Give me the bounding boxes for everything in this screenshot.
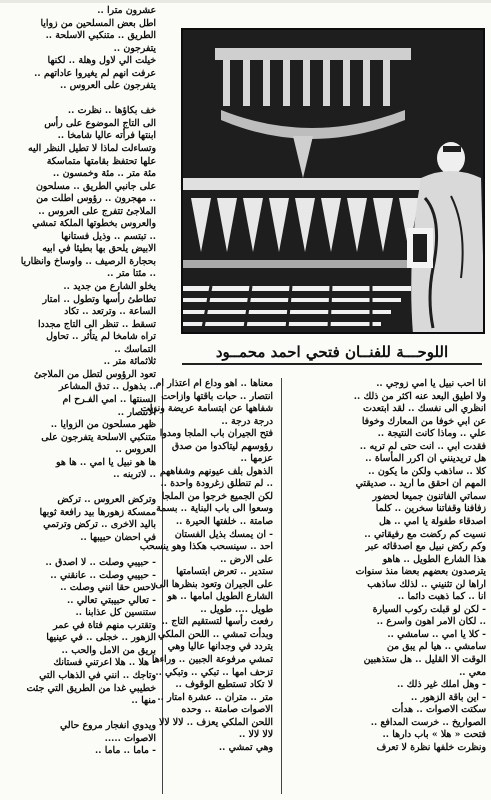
text-line: ها هو نبيل يا امي .. ها هو xyxy=(56,456,156,468)
caption-underline xyxy=(182,363,482,365)
text-line: - ان يمسك بذيل الفستان xyxy=(174,528,273,540)
text-line: عرفت انهم لم يغيروا عاداتهم .. xyxy=(34,67,156,79)
text-line: وهي تمشي .. xyxy=(218,741,273,753)
text-line: متر .. متران .. عشرة امتار .. xyxy=(157,691,273,703)
text-line: - وهل املك غير ذلك .. xyxy=(396,679,486,691)
text-line: منها .. xyxy=(131,695,156,707)
text-line: الزهور .. خجلى .. في عينيها xyxy=(46,632,156,644)
text-line: صامتة .. خلفتها الحيرة .. xyxy=(175,516,273,528)
text-line: هذا الشارع الطويل .. هاهو xyxy=(382,553,486,565)
text-line: يتفرجون على العروس .. xyxy=(59,80,156,92)
text-line: تسقط .. تنظر الى التاج مجددا xyxy=(37,318,156,330)
text-line xyxy=(8,93,156,106)
text-line: - تعالي حبيبتي تعالي .. xyxy=(67,594,156,606)
text-line: الملاجئ تتفرج على العروس .. xyxy=(38,205,156,217)
text-line: خف بكاؤها .. نظرت .. xyxy=(67,105,156,117)
text-line: .. تبتسم .. وذيل فستانها xyxy=(61,230,156,242)
text-line: الذهول بلف عيونهم وشفاههم xyxy=(159,465,273,477)
text-line: ظهر مسلحون من الزوايا .. xyxy=(50,419,156,431)
text-line: ابنتها فرأته عاليا شامخا .. xyxy=(57,130,156,142)
text-line: خطيبي غدا من الطريق التي جئت xyxy=(26,682,156,694)
text-line: طويل .... طويل .. xyxy=(200,603,273,615)
text-line: سامشي .. هيا لم يبق من xyxy=(386,641,486,653)
painting-illustration xyxy=(181,28,485,334)
text-line: معي .. xyxy=(459,666,486,678)
text-line: .. لم تنطلق زغرودة واحدة .. xyxy=(160,478,273,490)
text-line: السنتها .. امي الفـرح ام xyxy=(62,393,156,405)
text-line xyxy=(8,545,156,558)
text-line: المهم ان احقق ما اريد .. صديقتي xyxy=(355,478,486,490)
text-line: يتردد في وجدانها عاليا وهي xyxy=(167,641,273,653)
text-line: سكتت الاصوات .. هدأت xyxy=(391,704,486,716)
text-line: ستنسين كل عذابنا .. xyxy=(75,607,156,619)
text-line: ممسكة زهورها بيد رافعة ثوبها xyxy=(39,506,156,518)
text-line: الساعة .. وترتعد .. تكاد xyxy=(64,306,156,318)
text-line: - اين باقة الزهور .. xyxy=(410,691,486,703)
right-text-column xyxy=(288,378,486,795)
text-line xyxy=(8,708,156,721)
text-line: درجة درجة .. xyxy=(221,415,273,427)
text-line: في احضان حبيبها .. xyxy=(80,531,156,543)
text-line: ونظرت خلفها نظرة لا تعرف xyxy=(376,741,486,753)
text-line: والعروس بخطوتها الملكة تمشي xyxy=(32,218,156,230)
text-line: يخلو الشارع من جديد .. xyxy=(63,281,156,293)
text-line: .. مئتا متر .. xyxy=(107,268,156,280)
text-line: عشرون مترا .. xyxy=(97,5,156,16)
text-line: وتساءلت لماذا لا تطيل النظر اليه xyxy=(27,143,156,155)
text-line: الطريق .. متنكبي الاسلحة .. xyxy=(45,30,156,42)
text-line: تزحف امها .. تبكي .. وتبكي .. xyxy=(155,666,273,678)
text-line: علي .. وماذا كانت النتيجة .. xyxy=(377,428,486,440)
text-line: وبدأت تمشي .. اللحن الملكي xyxy=(157,628,273,640)
text-line: الابيض يلحق بها بطيئا في ابيه xyxy=(42,243,156,255)
text-line: - ماما .. ماما .. xyxy=(94,745,156,757)
text-line: الوقت الا القليل .. هل ستذهبين xyxy=(363,654,486,666)
text-line: هل تريدينني ان اكرر المأساة .. xyxy=(365,453,486,465)
text-line: ستدير .. تعرض ابتسامتها xyxy=(176,566,273,578)
text-line: شفاهها عن ابتسامة عريضة ونزلت xyxy=(140,403,273,415)
text-line: رفعت رأسها لتستقيم التاج .. xyxy=(161,616,273,628)
text-line: الصواريخ .. خرست المدافع .. xyxy=(370,716,486,728)
text-line: سماتي الفاتنون جميعا لحضور xyxy=(372,490,486,502)
text-line: مئة متر .. مئة وخمسون .. xyxy=(52,168,156,180)
figure-caption: اللوحـــة للفنــان فتحي احمد محمــود xyxy=(215,343,449,361)
text-line: وتقترب منهم فتاة في عمر xyxy=(53,619,156,631)
text-line: وتاجك .. انني في الذهاب التي xyxy=(39,669,156,681)
page-edge xyxy=(0,0,491,3)
text-line: لكن الجميع خرجوا من الملجا xyxy=(161,490,273,502)
text-line: .. بذهول .. تدق المشاعر xyxy=(58,381,156,393)
text-line: - حبيبي وصلت .. لا اصدق .. xyxy=(45,557,156,569)
text-line: فتح الجيران باب الملجا ومدوا xyxy=(159,428,273,440)
text-line: تمشي مرفوعة الجبين .. وراءها xyxy=(151,654,273,666)
text-line: على الجيران وتعود بنظرها الى xyxy=(155,578,273,590)
text-line: تراه شامخا لم يتأثر .. تحاول xyxy=(46,331,156,343)
text-line: على جانبي الطريق .. مسلحون xyxy=(35,180,156,192)
text-line: متنكبي الاسلحة يتفرجون على xyxy=(41,431,156,443)
text-line: عن ابي خوفا من المعارك وخوفا xyxy=(361,415,486,427)
text-line: احد .. سينسحب هكذا وهو ينسحب xyxy=(139,541,273,553)
text-line: وكم ركض نبيل مع اصدقائه عبر xyxy=(365,541,486,553)
text-line: انظري الى نفسك .. لقد ابتعدت xyxy=(363,403,486,415)
text-line: علها تحتفظ بقامتها متماسكة xyxy=(46,155,156,167)
text-line: فقدت ابي .. انت حتى لم تريه .. xyxy=(359,440,486,452)
text-line: ولا اطيق البعد عنه اكثر من ذلك .. xyxy=(353,390,486,402)
text-line: كلا .. ساذهب ولكن ما يكون .. xyxy=(368,465,486,477)
text-line: - لكن لو قبلت ركوب السيارة xyxy=(372,603,486,615)
text-line: اراها لن تثنيني .. لذلك ساذهب xyxy=(367,578,486,590)
text-line: التماسك .. xyxy=(114,343,156,355)
text-line: انا .. كما ذهبت دائما .. xyxy=(397,591,486,603)
text-line: بحجارة الرصيف .. واوساخ وانظاريا xyxy=(20,255,156,267)
text-line: .. مهجرون .. رؤوس اطلت من xyxy=(36,193,156,205)
text-line: تعود الرؤوس لتطل من الملاجئ xyxy=(33,368,156,380)
text-line: وتركض العروس .. تركض xyxy=(57,494,156,506)
text-line: خيلت الي لاول وهلة .. لكنها xyxy=(47,55,156,67)
text-line: بريق من الامل والحب .. xyxy=(61,644,156,656)
text-line: زفافنا وقفاتنا سخرين .. كلما xyxy=(375,503,486,515)
text-line: اطل بعض المسلحين من زوايا xyxy=(40,17,156,29)
text-line: الانتصار .. xyxy=(117,406,156,418)
text-line: لاحس حقا انني وصلت .. xyxy=(60,582,156,594)
text-line: اللحن الملكي يعزف .. لالا لالا xyxy=(158,716,273,728)
text-line: باليد الاخرى .. تركض وترتمي xyxy=(43,519,156,531)
text-line: الشارع الطويل امامها .. هو xyxy=(167,591,273,603)
text-line: رؤوسهم ليتاكدوا من صدق xyxy=(171,440,273,452)
text-line: العروس .. xyxy=(115,444,156,456)
text-line: لا تكاد تستطيع الوقوف .. xyxy=(175,679,273,691)
text-line: - كلا يا امي .. سامشي .. xyxy=(387,628,486,640)
left-text-column xyxy=(8,5,156,795)
text-line: الى التاج الموضوع على رأس xyxy=(44,117,156,129)
text-line: نسيت كم ركضت مع رفيقاتي .. xyxy=(364,528,486,540)
text-line xyxy=(8,482,156,495)
text-line: تطاطئ رأسها وتطول .. امتار xyxy=(42,293,156,305)
text-line: على الارض .. xyxy=(220,553,273,565)
text-line: وسعوا الى باب البناية .. بسمة xyxy=(156,503,273,515)
column-divider xyxy=(281,378,282,794)
text-line: الاصوات ..... xyxy=(104,732,156,744)
text-line: يترصدون بعضهم بعضا منذ سنوات xyxy=(355,566,486,578)
text-line: ثلاثمائة متر .. xyxy=(103,356,156,368)
text-line: اصدقاء طفولة يا امي .. هل xyxy=(378,516,486,528)
text-line: .. لاتربنه .. xyxy=(113,469,156,481)
text-line: لالا لالا .. xyxy=(238,729,273,741)
text-line: معناها .. اهو وداع ام اعتذار ام xyxy=(155,378,273,389)
text-line: .. لكان الامر اهون واسرع .. xyxy=(376,616,486,628)
text-line: ويدوي انفجار مروع حالي xyxy=(60,720,156,732)
text-line: انا احب نبيل يا امي زوجي .. xyxy=(376,378,486,389)
text-line: - حبيبي وصلت .. عانقني .. xyxy=(50,569,156,581)
text-line: - هلا .. هلا اعرتني فستانك xyxy=(53,657,156,669)
text-line: فتحت « هلا » باب دارها .. xyxy=(382,729,486,741)
text-line: عزمها .. xyxy=(240,453,273,465)
text-line: يتفرجون .. xyxy=(113,42,156,54)
text-line: الاصوات صامتة .. وحده xyxy=(181,704,273,716)
text-line: انتصار .. حبات باقتها وازاحت xyxy=(161,390,273,402)
